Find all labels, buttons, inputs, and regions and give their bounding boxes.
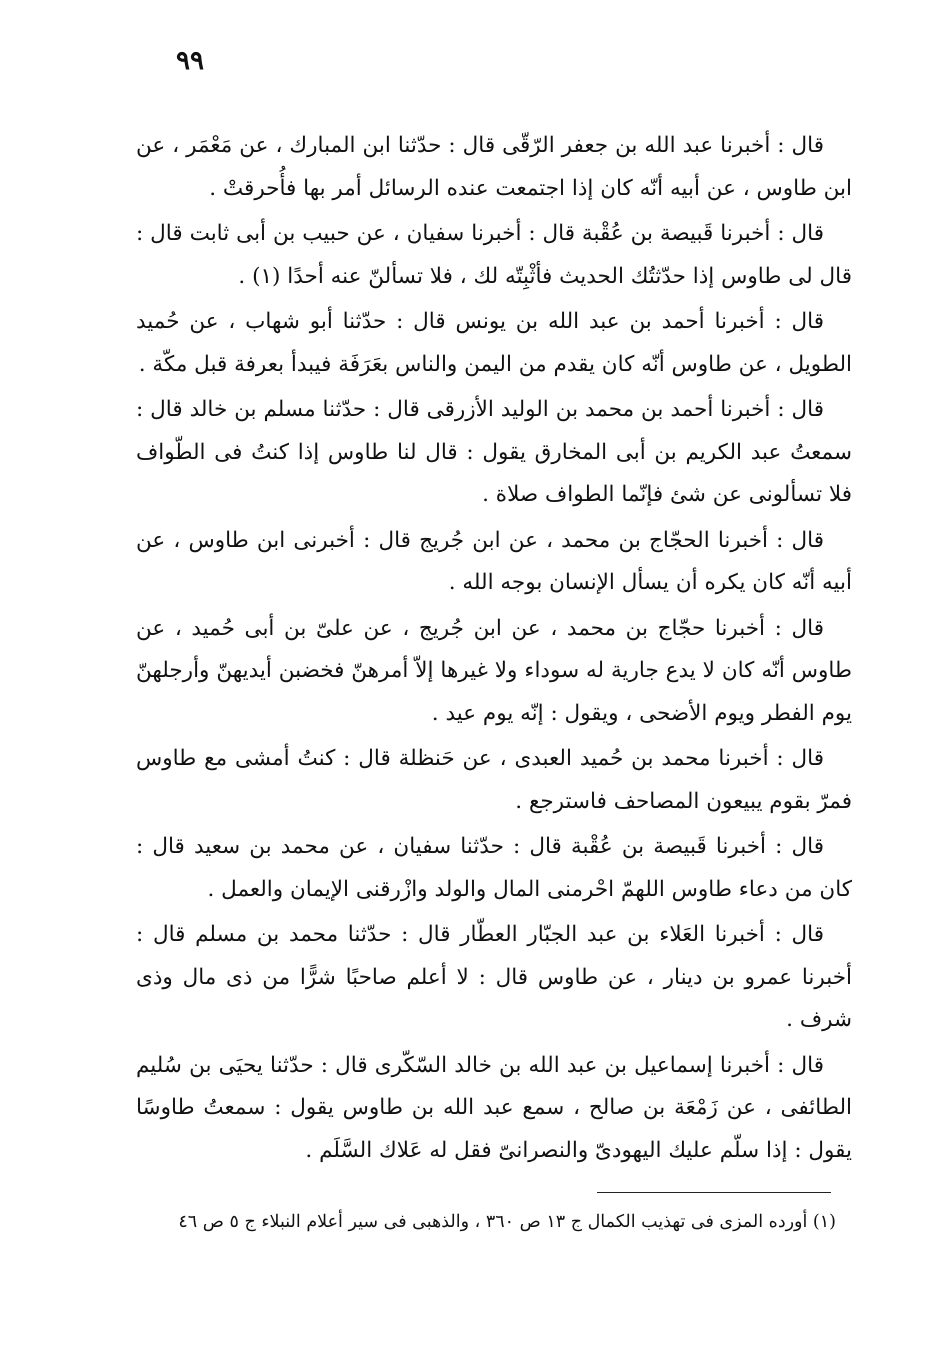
paragraph: قال : أخبرنا العَلاء بن عبد الجبّار العطّار قال : حدّثنا محمد بن مسلم قال : أخبرنا عمرو بن دينار ، عن طاوس قال : لا أعلم صاحبًا شرًّا من ذى مال وذى شرف .	[136, 922, 852, 1032]
paragraph: قال : أخبرنا إسماعيل بن عبد الله بن خالد السّكّرى قال : حدّثنا يحيَى بن سُليم الطائفى ، عن زَمْعَة بن صالح ، سمع عبد الله بن طاوس يقول : سمعتُ طاوسًا يقول : إذا سلّم عليك اليهودىّ والنصرانىّ فقل له عَلاك السَّلَم .	[136, 1052, 852, 1163]
footnote: (١) أورده المزى فى تهذيب الكمال ج ١٣ ص ٣٦٠ ، والذهبى فى سير أعلام النبلاء ج ٥ ص ٤٦	[178, 1212, 836, 1232]
paragraph: قال : أخبرنا قَبيصة بن عُقْبة قال : أخبرنا سفيان ، عن حبيب بن أبى ثابت قال : قال لى طاوس إذا حدّثتُك الحديث فأثْبِتّه لك ، فلا تسألنّ عنه أحدًا (١) .	[136, 221, 852, 289]
page-number: ٩٩	[176, 46, 204, 76]
paragraph: قال : أخبرنا قَبيصة بن عُقْبة قال : حدّثنا سفيان ، عن محمد بن سعيد قال : كان من دعاء طاوس اللهمّ احْرمنى المال والولد وازْرقنى الإيمان والعمل .	[136, 834, 852, 902]
paragraph: قال : أخبرنا أحمد بن عبد الله بن يونس قال : حدّثنا أبو شهاب ، عن حُميد الطويل ، عن طاوس أنّه كان يقدم من اليمن والناس بعَرَفَة فيبدأ بعرفة قبل مكّة .	[136, 309, 852, 377]
paragraph: قال : أخبرنا حجّاج بن محمد ، عن ابن جُريج ، عن علىّ بن أبى حُميد ، عن طاوس أنّه كان لا يدع جارية له سوداء ولا غيرها إلاّ أمرهنّ فخضبن أيديهنّ وأرجلهنّ يوم الفطر ويوم الأضحى ، ويقول : إنّه يوم عيد .	[136, 615, 852, 726]
paragraph: قال : أخبرنا عبد الله بن جعفر الرّقّى قال : حدّثنا ابن المبارك ، عن مَعْمَر ، عن ابن طاوس ، عن أبيه أنّه كان إذا اجتمعت عنده الرسائل أمر بها فأُحرقتْ .	[136, 133, 852, 201]
footnote-divider	[597, 1192, 831, 1193]
paragraph: قال : أخبرنا محمد بن حُميد العبدى ، عن حَنظلة قال : كنتُ أمشى مع طاوس فمرّ بقوم يبيعون المصاحف فاسترجع .	[136, 746, 852, 814]
paragraph: قال : أخبرنا الحجّاج بن محمد ، عن ابن جُريج قال : أخبرنى ابن طاوس ، عن أبيه أنّه كان يكره أن يسأل الإنسان بوجه الله .	[136, 527, 852, 595]
main-text	[136, 125, 852, 1175]
paragraph: قال : أخبرنا أحمد بن محمد بن الوليد الأزرقى قال : حدّثنا مسلم بن خالد قال : سمعتُ عبد الكريم بن أبى المخارق يقول : قال لنا طاوس إذا كنتُ فى الطّواف فلا تسألونى عن شئ فإنّما الطواف صلاة .	[136, 397, 852, 507]
